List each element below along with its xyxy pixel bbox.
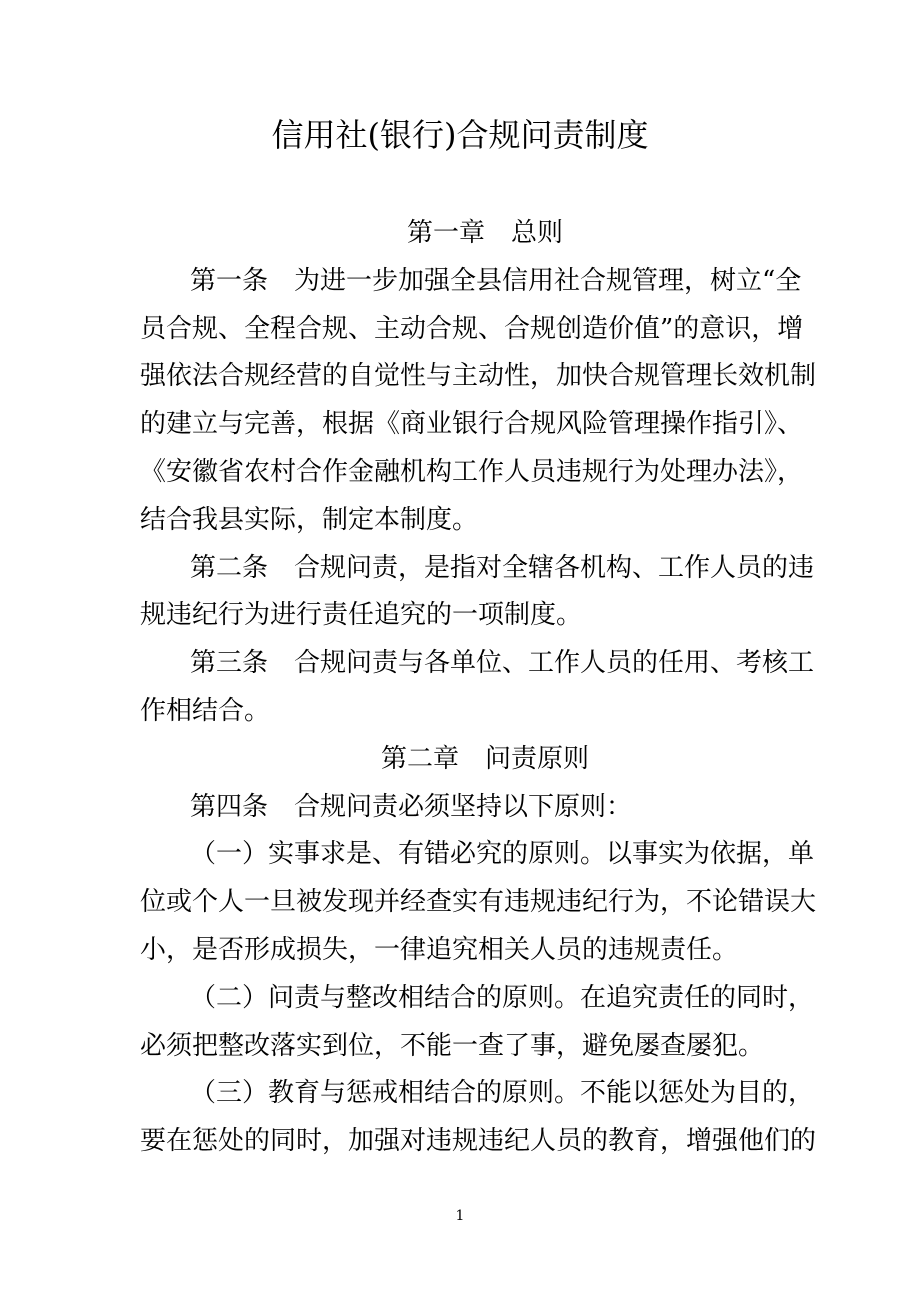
text-line: 员合规、全程合规、主动合规、合规创造价值”的意识，增: [140, 313, 804, 344]
page-number: 1: [455, 1208, 465, 1224]
text-line: （二）问责与整改相结合的原则。在追究责任的同时，: [190, 982, 815, 1013]
text-line: 的建立与完善，根据《商业银行合规风险管理操作指引》、: [140, 409, 804, 440]
text-line: 《安徽省农村合作金融机构工作人员违规行为处理办法》，: [140, 456, 804, 487]
paragraph: [140, 640, 815, 736]
document-title: 信用社(银行)合规问责制度: [271, 116, 649, 154]
paragraph: [140, 831, 817, 974]
paragraph: [140, 545, 815, 641]
text-line: 必须把整改落实到位，不能一查了事，避免屡查屡犯。: [140, 1030, 765, 1061]
paragraph: [140, 784, 782, 832]
text-line: 强依法合规经营的自觉性与主动性，加快合规管理长效机制: [140, 361, 817, 392]
paragraph: [140, 975, 815, 1071]
text-line: 位或个人一旦被发现并经查实有违规违纪行为，不论错误大: [140, 887, 817, 918]
chapter-heading: [140, 210, 782, 258]
text-line: 第三条 合规问责与各单位、工作人员的任用、考核工: [190, 648, 815, 679]
text-line: 要在惩处的同时，加强对违规违纪人员的教育，增强他们的: [140, 1126, 817, 1157]
paragraph: [140, 1070, 817, 1166]
document-body: [140, 210, 817, 1166]
text-line: 第一条 为进一步加强全县信用社合规管理，树立“全: [190, 265, 802, 296]
text-line: 作相结合。: [140, 695, 271, 726]
text-line: 第四条 合规问责必须坚持以下原则：: [190, 791, 633, 822]
paragraph: [140, 258, 817, 545]
text-line: （一）实事求是、有错必究的原则。以事实为依据，单: [190, 839, 815, 870]
text-line: 结合我县实际，制定本制度。: [140, 504, 479, 535]
chapter-title: 第二章 问责原则: [380, 743, 589, 774]
text-line: 第二条 合规问责，是指对全辖各机构、工作人员的违: [190, 552, 815, 583]
text-line: （三）教育与惩戒相结合的原则。不能以惩处为目的，: [190, 1078, 815, 1109]
chapter-title: 第一章 总则: [406, 218, 563, 248]
text-line: 小，是否形成损失，一律追究相关人员的违规责任。: [140, 934, 739, 965]
text-line: 规违纪行为进行责任追究的一项制度。: [140, 600, 583, 631]
chapter-heading: [140, 736, 782, 784]
